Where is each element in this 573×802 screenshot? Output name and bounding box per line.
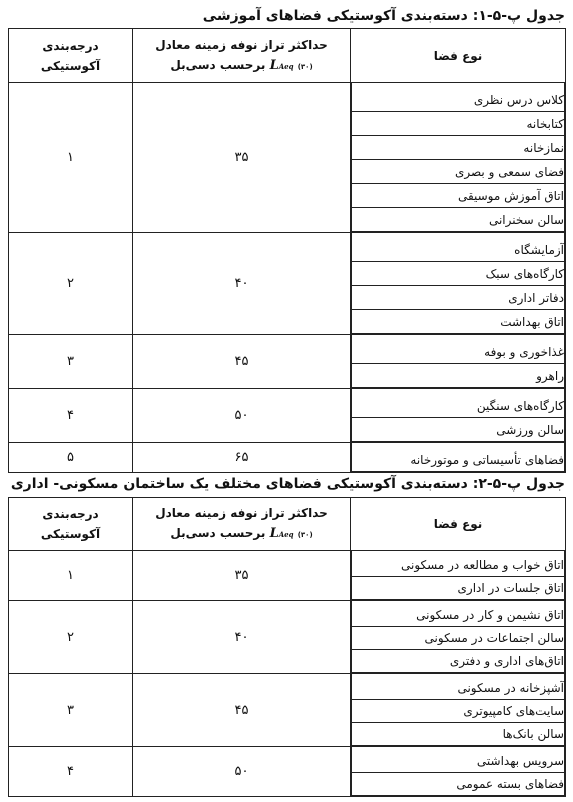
table1-header-level-symbol: LAeq — [269, 57, 294, 73]
table-row-group — [9, 601, 566, 674]
table-row-group — [9, 233, 566, 335]
acoustic-grade-cell: ۲ — [9, 601, 133, 674]
noise-level-cell: ۵۰ — [133, 389, 351, 443]
space-list-cell — [351, 551, 566, 601]
acoustic-grade-cell: ۳ — [9, 335, 133, 389]
table2-header-level-note: (۳۰) — [297, 531, 313, 539]
space-item: کتابخانه — [352, 112, 565, 136]
table2-header-level-suffix: برحسب دسی‌بل — [170, 526, 266, 540]
space-item: سالن بانک‌ها — [352, 723, 565, 746]
table2-header-level-symbol: LAeq — [269, 526, 294, 541]
table1-header-level-suffix: برحسب دسی‌بل — [170, 57, 266, 72]
space-list-cell — [351, 443, 566, 473]
space-item: سایت‌های کامپیوتری — [352, 700, 565, 723]
noise-level-cell: ۶۵ — [133, 443, 351, 473]
noise-level-cell: ۴۰ — [133, 233, 351, 335]
space-item: فضای سمعی و بصری — [352, 160, 565, 184]
space-item: غذاخوری و بوفه — [352, 335, 565, 364]
space-item: کارگاه‌های سنگین — [352, 389, 565, 418]
space-item: آزمایشگاه — [352, 233, 565, 262]
table-row-group — [9, 389, 566, 443]
table2-header-space: نوع فضا — [351, 498, 566, 551]
space-list-cell — [351, 389, 566, 443]
table1-header-grade — [9, 29, 133, 83]
space-item: راهرو — [352, 364, 565, 388]
space-item: اتاق خواب و مطالعه در مسکونی — [352, 551, 565, 577]
table1-header-level-note: (۳۰) — [297, 62, 313, 71]
acoustic-grade-cell: ۳ — [9, 674, 133, 747]
table2-caption: جدول پ-۵-۲: دسته‌بندی آکوستیکی فضاهای مختلف یک ساختمان مسکونی- اداری — [10, 476, 565, 492]
space-item: آشپزخانه در مسکونی — [352, 674, 565, 700]
noise-level-cell: ۴۵ — [133, 335, 351, 389]
table2-header-grade-line2: آکوستیکی — [40, 527, 101, 541]
acoustic-grade-cell: ۴ — [9, 747, 133, 797]
acoustic-grade-cell: ۱ — [9, 551, 133, 601]
space-item: سالن اجتماعات در مسکونی — [352, 627, 565, 650]
table1 — [8, 28, 566, 473]
space-item: فضاهای تأسیساتی و موتورخانه — [352, 443, 565, 472]
space-item: اتاق نشیمن و کار در مسکونی — [352, 601, 565, 627]
space-list-cell — [351, 83, 566, 233]
space-item: نمازخانه — [352, 136, 565, 160]
space-item: کارگاه‌های سبک — [352, 262, 565, 286]
table1-header-level — [133, 29, 351, 83]
space-item: اتاق آموزش موسیقی — [352, 184, 565, 208]
acoustic-grade-cell: ۵ — [9, 443, 133, 473]
table-row-group — [9, 551, 566, 601]
noise-level-cell: ۴۰ — [133, 601, 351, 674]
table-row-group — [9, 335, 566, 389]
table2 — [8, 497, 566, 797]
noise-level-cell: ۳۵ — [133, 83, 351, 233]
table2-header-level-line2 — [133, 523, 350, 545]
table1-header-level-line1: حداکثر تراز نوفه زمینه معادل — [155, 37, 328, 52]
table-row-group — [9, 443, 566, 473]
space-item: سرویس بهداشتی — [352, 747, 565, 773]
table2-header-level-line1: حداکثر تراز نوفه زمینه معادل — [155, 506, 328, 520]
space-item: اتاق جلسات در اداری — [352, 577, 565, 600]
space-item: فضاهای بسته عمومی — [352, 773, 565, 796]
table2-header-level — [133, 498, 351, 551]
table-row-group — [9, 83, 566, 233]
space-item: کلاس درس نظری — [352, 83, 565, 112]
table1-header-grade-line2: آکوستیکی — [40, 58, 101, 73]
noise-level-cell: ۵۰ — [133, 747, 351, 797]
table1-header-level-line2 — [133, 55, 350, 77]
space-list-cell — [351, 674, 566, 747]
space-item: اتاق بهداشت — [352, 310, 565, 334]
table1-caption: جدول پ-۵-۱: دسته‌بندی آکوستیکی فضاهای آموزشی — [202, 8, 565, 24]
noise-level-cell: ۴۵ — [133, 674, 351, 747]
space-item: اتاق‌های اداری و دفتری — [352, 650, 565, 673]
noise-level-cell: ۳۵ — [133, 551, 351, 601]
space-item: سالن سخنرانی — [352, 208, 565, 232]
space-item: سالن ورزشی — [352, 418, 565, 442]
space-list-cell — [351, 233, 566, 335]
table1-header-grade-line1: درجه‌بندی — [42, 38, 99, 53]
table-row-group — [9, 674, 566, 747]
table-row-group — [9, 747, 566, 797]
acoustic-grade-cell: ۲ — [9, 233, 133, 335]
space-list-cell — [351, 601, 566, 674]
acoustic-grade-cell: ۴ — [9, 389, 133, 443]
space-item: دفاتر اداری — [352, 286, 565, 310]
acoustic-grade-cell: ۱ — [9, 83, 133, 233]
space-list-cell — [351, 747, 566, 797]
table2-header-grade-line1: درجه‌بندی — [42, 507, 99, 521]
table1-header-space: نوع فضا — [351, 29, 566, 83]
space-list-cell — [351, 335, 566, 389]
table2-header-grade — [9, 498, 133, 551]
